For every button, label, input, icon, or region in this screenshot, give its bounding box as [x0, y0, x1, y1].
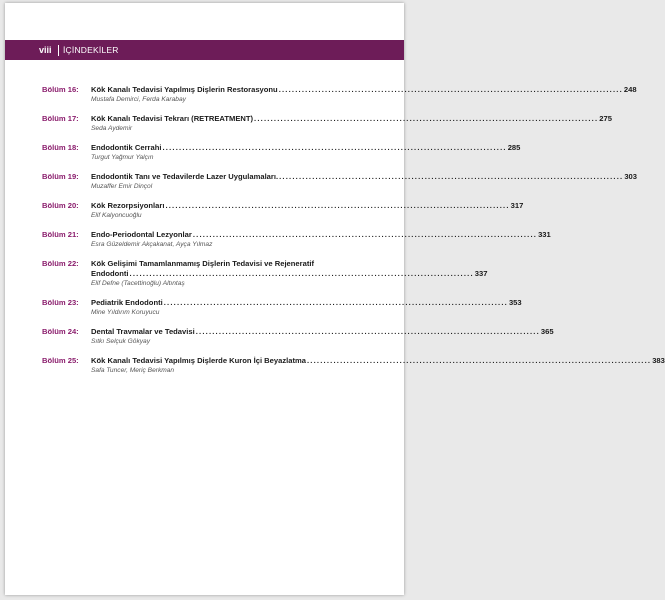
- toc-entry[interactable]: [42, 201, 524, 220]
- dot-leader: ........................................................................................................: [192, 230, 538, 239]
- dot-leader: ........................................................................................................: [195, 327, 540, 336]
- toc-entry[interactable]: [42, 114, 612, 133]
- chapter-title: Endodontik Tanı ve Tedavilerde Lazer Uygulamaları.: [91, 172, 279, 181]
- page-number: 317: [510, 201, 524, 210]
- chapter-number: Bölüm 20:: [42, 201, 79, 210]
- toc-entry[interactable]: [42, 172, 637, 191]
- chapter-authors: Safa Tuncer, Meriç Berkman: [91, 367, 175, 374]
- chapter-title-line2: Endodonti: [91, 269, 129, 278]
- dot-leader: ........................................................................................................: [278, 85, 623, 94]
- dot-leader: ........................................................................................................: [254, 114, 599, 123]
- dot-leader: ........................................................................................................: [279, 172, 624, 181]
- table-of-contents: [42, 85, 665, 385]
- page-header: [5, 40, 404, 60]
- chapter-number: Bölüm 25:: [42, 356, 79, 365]
- chapter-authors: Elif Defne (Tacettinoğlu) Altıntaş: [91, 280, 185, 287]
- chapter-authors: Sıtkı Selçuk Gökyay: [91, 338, 150, 345]
- toc-entry[interactable]: [42, 230, 551, 249]
- chapter-number: Bölüm 24:: [42, 327, 79, 336]
- chapter-authors: Esra Güzeldemir Akçakanat, Ayça Yılmaz: [91, 241, 213, 248]
- chapter-title-line1: Kök Gelişimi Tamamlanmamış Dişlerin Tedavisi ve Rejeneratif: [91, 259, 314, 268]
- chapter-title: Kök Kanalı Tedavisi Yapılmış Dişlerde Kuron İçi Beyazlatma: [91, 356, 306, 365]
- chapter-number: Bölüm 23:: [42, 298, 79, 307]
- chapter-number: Bölüm 22:: [42, 259, 79, 268]
- page-number: 285: [507, 143, 521, 152]
- chapter-authors: Elif Kalyoncuoğlu: [91, 212, 142, 219]
- dot-leader: ........................................................................................................: [129, 269, 474, 278]
- page-number: 303: [624, 172, 637, 181]
- document-page: [5, 3, 665, 595]
- dot-leader: ........................................................................................................: [306, 356, 652, 365]
- chapter-number: Bölüm 21:: [42, 230, 79, 239]
- chapter-authors: Seda Aydemir: [91, 125, 133, 132]
- header-page-number: viii: [39, 45, 52, 55]
- chapter-title: Dental Travmalar ve Tedavisi: [91, 327, 195, 336]
- chapter-authors: Mustafa Demirci, Ferda Karabay: [91, 96, 186, 103]
- toc-entry[interactable]: [42, 143, 521, 162]
- chapter-title: Kök Rezorpsiyonları: [91, 201, 165, 210]
- chapter-title: Pediatrik Endodonti: [91, 298, 163, 307]
- chapter-title: Endodontik Cerrahi: [91, 143, 162, 152]
- page-number: 337: [474, 269, 488, 278]
- chapter-title: Endo-Periodontal Lezyonlar: [91, 230, 192, 239]
- chapter-title: Kök Kanalı Tedavisi Yapılmış Dişlerin Restorasyonu: [91, 85, 278, 94]
- page-number: 248: [623, 85, 637, 94]
- dot-leader: ........................................................................................................: [163, 298, 508, 307]
- chapter-number: Bölüm 19:: [42, 172, 79, 181]
- page-number: 383: [652, 356, 665, 365]
- dot-leader: ........................................................................................................: [162, 143, 507, 152]
- toc-entry[interactable]: [42, 298, 522, 317]
- page-number: 353: [508, 298, 522, 307]
- page-number: 365: [540, 327, 554, 336]
- chapter-authors: Muzaffer Emir Dinçol: [91, 183, 153, 190]
- dot-leader: ........................................................................................................: [165, 201, 510, 210]
- toc-entry[interactable]: [42, 356, 665, 375]
- page-number: 331: [538, 230, 551, 239]
- chapter-number: Bölüm 18:: [42, 143, 79, 152]
- chapter-title: Kök Kanalı Tedavisi Tekrarı (RETREATMENT): [91, 114, 254, 123]
- toc-entry[interactable]: [42, 327, 554, 346]
- toc-entry[interactable]: [42, 259, 488, 288]
- header-title: İÇİNDEKİLER: [63, 45, 119, 55]
- header-divider: [58, 45, 59, 56]
- chapter-authors: Mine Yıldırım Koruyucu: [91, 309, 160, 316]
- chapter-number: Bölüm 16:: [42, 85, 79, 94]
- chapter-number: Bölüm 17:: [42, 114, 79, 123]
- chapter-authors: Turgut Yağmur Yalçın: [91, 154, 154, 161]
- toc-entry[interactable]: [42, 85, 637, 104]
- page-number: 275: [599, 114, 612, 123]
